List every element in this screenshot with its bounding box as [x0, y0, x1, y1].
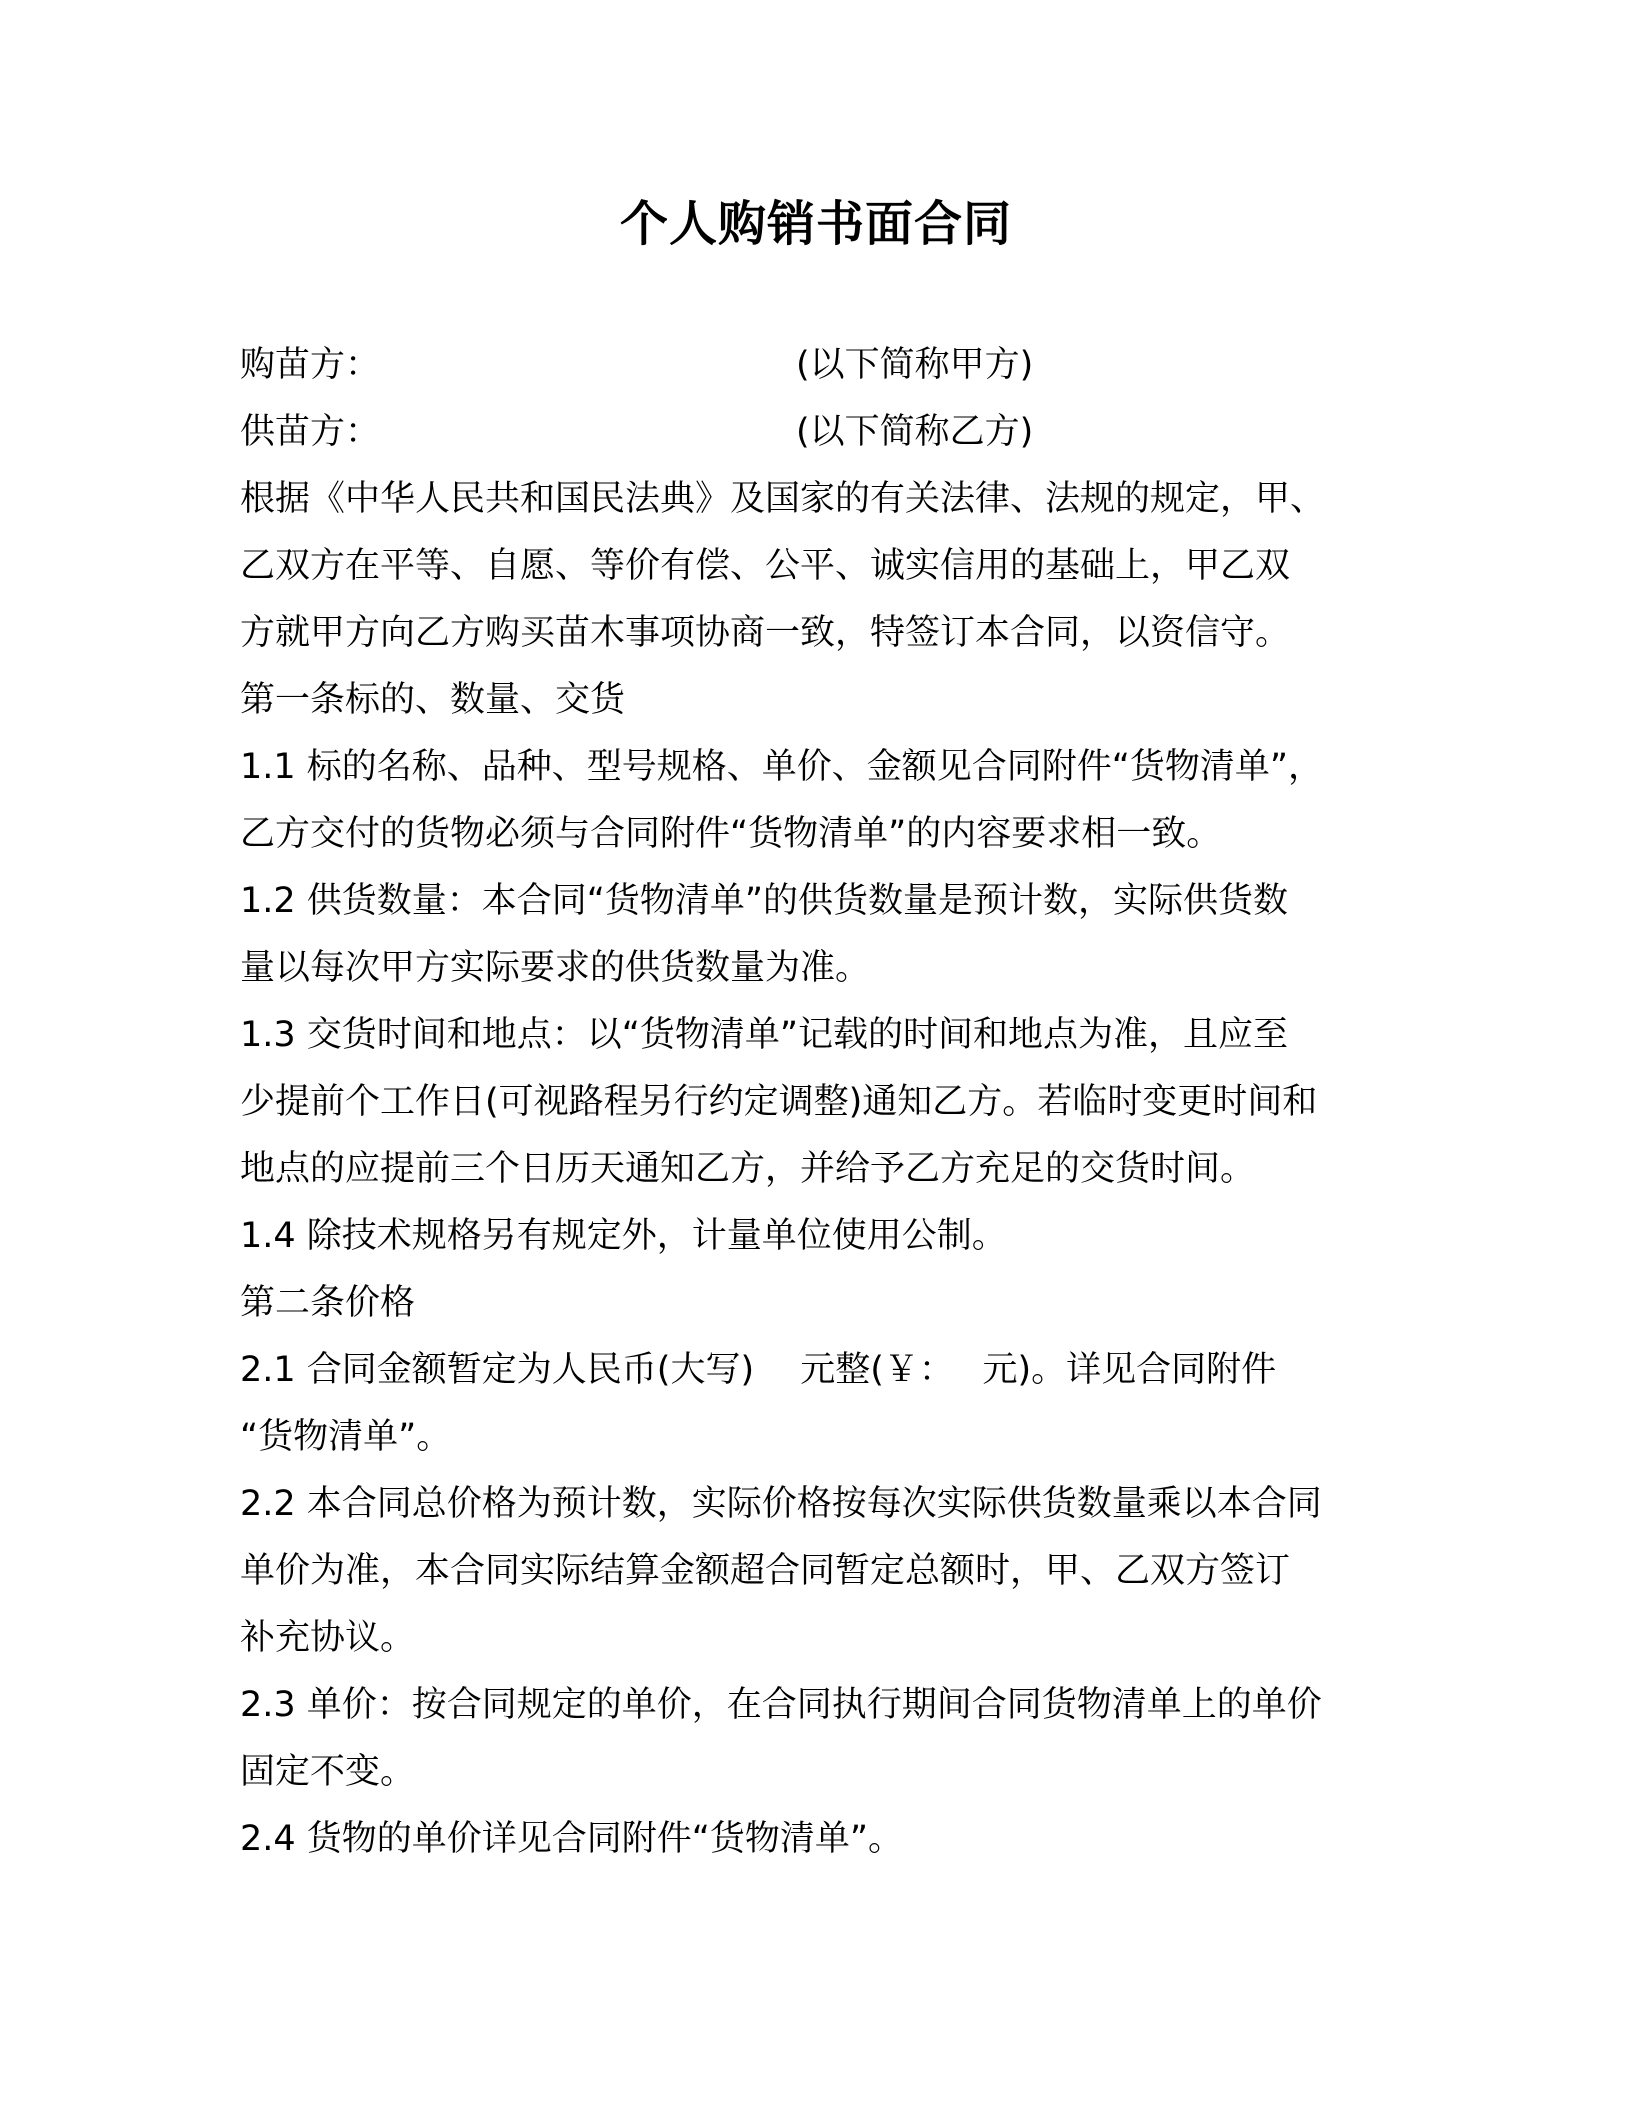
clause-line: 2.4 货物的单价详见合同附件“货物清单”。	[240, 1819, 904, 1859]
clause-line: 2.2 本合同总价格为预计数，实际价格按每次实际供货数量乘以本合同	[240, 1484, 1322, 1524]
clause-line: 少提前个工作日(可视路程另行约定调整)通知乙方。若临时变更时间和	[240, 1082, 1318, 1122]
party-buyer-line	[240, 341, 1033, 389]
preamble-line: 乙双方在平等、自愿、等价有偿、公平、诚实信用的基础上，甲乙双	[240, 546, 1291, 586]
preamble-line: 方就甲方向乙方购买苗木事项协商一致，特签订本合同，以资信守。	[240, 613, 1291, 653]
buyer-label: 购苗方：	[240, 345, 381, 385]
preamble-line: 根据《中华人民共和国民法典》及国家的有关法律、法规的规定，甲、	[240, 479, 1326, 519]
clause-line: 补充协议。	[240, 1618, 416, 1658]
clause-line: “货物清单”。	[240, 1417, 452, 1457]
clause-line: 2.1 合同金额暂定为人民币(大写) 元整(￥： 元)。详见合同附件	[240, 1350, 1277, 1390]
clause-line: 固定不变。	[240, 1752, 416, 1792]
clause-line: 1.4 除技术规格另有规定外，计量单位使用公制。	[240, 1216, 1007, 1256]
clause-line: 乙方交付的货物必须与合同附件“货物清单”的内容要求相一致。	[240, 814, 1222, 854]
buyer-note: (以下简称甲方)	[796, 345, 1034, 385]
seller-label: 供苗方：	[240, 412, 381, 452]
document-title: 个人购销书面合同	[619, 196, 1012, 252]
clause-line: 1.1 标的名称、品种、型号规格、单价、金额见合同附件“货物清单”，	[240, 747, 1324, 787]
party-seller-line	[240, 408, 1033, 456]
seller-note: (以下简称乙方)	[796, 412, 1034, 452]
clause-line: 2.3 单价：按合同规定的单价，在合同执行期间合同货物清单上的单价	[240, 1685, 1322, 1725]
clause-line: 量以每次甲方实际要求的供货数量为准。	[240, 948, 871, 988]
clause-line: 单价为准，本合同实际结算金额超合同暂定总额时，甲、乙双方签订	[240, 1551, 1291, 1591]
clause-line: 1.3 交货时间和地点：以“货物清单”记载的时间和地点为准，且应至	[240, 1015, 1289, 1055]
clause-line: 地点的应提前三个日历天通知乙方，并给予乙方充足的交货时间。	[240, 1149, 1256, 1189]
article-heading: 第二条价格	[240, 1283, 416, 1323]
article-heading: 第一条标的、数量、交货	[240, 680, 626, 720]
clause-line: 1.2 供货数量：本合同“货物清单”的供货数量是预计数，实际供货数	[240, 881, 1289, 921]
